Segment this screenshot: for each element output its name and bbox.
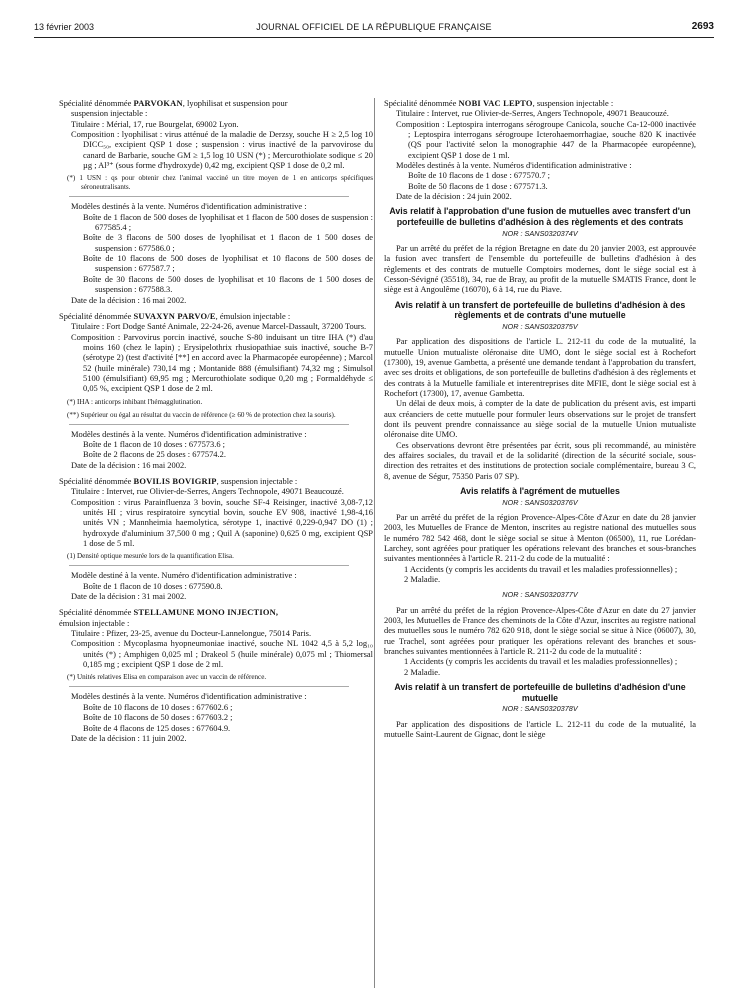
spec-name: SUVAXYN PARVO/E: [133, 310, 216, 321]
avis-paragraph: Par un arrêté du préfet de la région Bretagne en date du 20 janvier 2003, est approuvée la fusion avec transfert de l'ensemble du portefeuille de bulletins d'adhésion à des règlements et des contrats de mutuelle Comptoirs modernes, dont le siège social est à Cesson-Sévigné (35518), 34, rue de Bray, au profit de la mutuelle SMATIS France, dont le siège est à Angoulême (16070), 6 à 14, rue du Piave.: [384, 242, 696, 295]
separator: [69, 565, 349, 566]
titulaire: Titulaire : Pfizer, 23-25, avenue du Docteur-Lannelongue, 75014 Paris.: [71, 628, 312, 639]
composition: Composition : lyophilisat : virus atténué de la maladie de Derzsy, souche H ≥ 2,5 log 10 DICC₅₀, excipient QSP 1 dose ; suspension : virus inactivé de la parvovirose du canard de Barbarie, souche GM ≥ 1,5 log 10 USN (*) ; Mercurothiolate sodique ≤ 20 µg ; Al³⁺ (sous forme d'hydroxyde) 0,42 mg, excipient QSP 1 dose de 0,2 ml.: [71, 129, 373, 171]
spec-name: BOVILIS BOVIGRIP: [133, 475, 217, 486]
boite-item: Boîte de 4 flacons de 125 doses : 677604.9.: [83, 722, 231, 733]
avis-transfert-portefeuille-2: [384, 682, 696, 739]
header-rule: [34, 37, 714, 38]
boite-item: Boîte de 10 flacons de 50 doses : 677603.2 ;: [83, 712, 233, 723]
spec-heading: Spécialité dénommée PARVOKAN, lyophilisat et suspension pour: [59, 98, 288, 108]
titulaire: Titulaire : Fort Dodge Santé Animale, 22-24-26, avenue Marcel-Dassault, 37200 Tours.: [71, 321, 367, 332]
journal-title: JOURNAL OFFICIEL DE LA RÉPUBLIQUE FRANÇAISE: [256, 22, 492, 32]
avis-paragraph: Par un arrêté du préfet de la région Provence-Alpes-Côte d'Azur en date du 27 janvier 2003, les Mutuelles de France des cheminots de la Côte d'Azur, inscrites au registre national des mutuelles sous le numéro 782 620 918, dont le siège social se situe à Nice (06007), 30, rue Trachel, sont agréées pour pratiquer les opérations relevant des branches et sous-branches suivantes mentionnées à l'article R. 211-2 du code de la mutualité :: [384, 604, 696, 657]
avis-paragraph: Par un arrêté du préfet de la région Provence-Alpes-Côte d'Azur en date du 28 janvier 2003, les Mutuelles de France de Menton, inscrites au registre national des mutuelles sous le numéro 782 542 468, dont le siège social se situe à Menton (06500), 11, rue Lorédan-Larchey, sont agréées pour pratiquer les opérations relevant des branches et sous-branches suivantes mentionnées à l'article R. 211-2 du code de la mutualité :: [384, 511, 696, 564]
nor-reference: NOR : SANS0320375V: [502, 321, 578, 331]
boite-item: Boîte de 1 flacon de 10 doses : 677590.8.: [83, 580, 223, 591]
spec-heading: Spécialité dénommée SUVAXYN PARVO/E, émulsion injectable :: [59, 310, 291, 321]
specialite-parvokan: [59, 98, 373, 305]
nor-reference: NOR : SANS0320377V: [502, 590, 578, 600]
spec-heading: Spécialité dénommée BOVILIS BOVIGRIP, suspension injectable :: [59, 475, 298, 486]
avis-paragraph: Par application des dispositions de l'article L. 212-11 du code de la mutualité, la mutuelle Saint-Laurent de Gignac, dont le siège: [384, 718, 696, 739]
spec-heading: Spécialité dénommée STELLAMUNE MONO INJECTION,: [59, 607, 279, 618]
avis-title: Avis relatifs à l'agrément de mutuelles: [460, 486, 620, 497]
spec-heading-cont: émulsion injectable :: [59, 617, 130, 628]
modeles: Modèles destinés à la vente. Numéros d'identification administrative :: [71, 691, 307, 702]
list-item: 2 Maladie.: [404, 666, 441, 677]
spec-name: NOBI VAC LEPTO: [458, 98, 533, 108]
boite-item: Boîte de 1 flacon de 10 doses : 677573.6 ;: [83, 438, 226, 449]
list-item: 1 Accidents (y compris les accidents du travail et les maladies professionnelles) ;: [404, 563, 678, 574]
decision-date: Date de la décision : 16 mai 2002.: [71, 294, 187, 305]
footnote: (*) Unités relatives Elisa en comparaison avec un vaccin de référence.: [67, 673, 267, 682]
avis-title: Avis relatif à l'approbation d'une fusion de mutuelles avec transfert d'un portefeuille de bulletins d'adhésion à des règlements et des contrats: [389, 206, 691, 228]
separator: [69, 424, 349, 425]
spec-name: STELLAMUNE MONO INJECTION,: [133, 607, 279, 618]
avis-title: Avis relatif à un transfert de portefeuille de bulletins d'adhésion d'une mutuelle: [394, 682, 686, 703]
boite-item: Boîte de 3 flacons de 500 doses de lyophilisat et 1 flacon de 1 500 doses de suspension : 677586.0 ;: [83, 232, 373, 253]
list-item: 2 Maladie.: [404, 574, 441, 585]
specialite-bovilis: [59, 476, 373, 601]
footnote: (*) IHA : anticorps inhibant l'hémagglutination.: [67, 397, 203, 406]
spec-heading: Spécialité dénommée NOBI VAC LEPTO, suspension injectable :: [384, 98, 614, 108]
right-column: [384, 98, 696, 739]
specialite-stellamune: [59, 607, 373, 743]
titulaire: Titulaire : Mérial, 17, rue Bourgelat, 69002 Lyon.: [71, 118, 239, 129]
footnote: (1) Densité optique mesurée lors de la quantification Elisa.: [67, 552, 234, 561]
nor-reference: NOR : SANS0320376V: [502, 497, 578, 507]
page-number: 2693: [691, 21, 714, 32]
specialite-suvaxyn: [59, 311, 373, 470]
avis-title: Avis relatif à un transfert de portefeuille de bulletins d'adhésion à des règlements et de contrats d'une mutuelle: [394, 299, 686, 321]
spec-heading-cont: suspension injectable :: [71, 108, 148, 119]
avis-paragraph: Un délai de deux mois, à compter de la date de publication du présent avis, est imparti aux créanciers de cette mutuelle pour formuler leurs observations sur le projet de transfert dont ils peuvent prendre connaissance au siège social de la mutuelle Union mutualiste oléronaise dite UMO.: [384, 398, 696, 440]
avis-paragraph: Ces observations devront être présentées par écrit, sous pli recommandé, au ministère des affaires sociales, du travail et de la solidarité (direction de la sécurité sociale, sous-direction des retraites et des institutions de protection sociale complémentaire, bureau 3 C, 8, avenue de Ségur, 75350 Paris 07 SP).: [384, 439, 696, 481]
composition: Composition : virus Parainfluenza 3 bovin, souche SF-4 Reisinger, inactivé 3,08-7,12 unités HI ; virus respiratoire syncytial bovin, souche EV 908, inactivé 1,98-4,16 unités VN ; Mannheimia haemolytica, sérotype 1, inactivé 0,229-0,947 DO (1) ; hydroxyde d'aluminium 37,500 0 mg ; Quil A (saponine) 0,625 0 mg, excipient QSP 1 dose de 5 ml.: [71, 496, 373, 549]
modeles: Modèles destinés à la vente. Numéros d'identification administrative :: [396, 160, 632, 171]
modeles: Modèle destiné à la vente. Numéro d'identification administrative :: [71, 570, 297, 581]
decision-date: Date de la décision : 16 mai 2002.: [71, 459, 187, 470]
composition: Composition : Mycoplasma hyopneumoniae inactivé, souche NL 1042 4,5 à 5,2 log₁₀ unités (*) ; Amphigen 0,025 ml ; Drakeol 5 (huile minérale) 0,075 ml ; Thiomersal 0,185 mg ; excipient QSP 1 dose de 2 ml.: [71, 638, 373, 670]
spec-name: PARVOKAN: [133, 98, 183, 108]
boite-item: Boîte de 10 flacons de 500 doses de lyophilisat et 10 flacons de 500 doses de suspension : 677587.7 ;: [83, 253, 373, 274]
modeles: Modèles destinés à la vente. Numéros d'identification administrative :: [71, 428, 307, 439]
boite-item: Boîte de 2 flacons de 25 doses : 677574.2.: [83, 449, 226, 460]
separator: [69, 196, 349, 197]
footnote: (*) 1 USN : qs pour obtenir chez l'animal vacciné un titre moyen de 1 en anticorps spécifiques séroneutralisants.: [67, 174, 373, 192]
avis-paragraph: Par application des dispositions de l'article L. 212-11 du code de la mutualité, la mutuelle Union mutualiste oléronaise dite UMO, dont le siège social est à Rochefort (17300), 19, avenue Gambetta, a présenté une demande tendant à l'approbation du transfert, avec ses droits et obligations, de son portefeuille de bulletins d'adhésion à des règlements et des contrats à la Mutuelle familiale et interentreprises dite MFIE, dont le siège social est à Rochefort (17300), 17, avenue Gambetta.: [384, 336, 696, 398]
modeles: Modèles destinés à la vente. Numéros d'identification administrative :: [71, 201, 307, 212]
composition: Composition : Parvovirus porcin inactivé, souche S-80 induisant un titre IHA (*) d'au moins 160 (chez le lapin) ; Erysipelothrix rhusiopathiae suis inactivé, souche B-7 (sérotype 2) (test d'activité [**] en accord avec la Pharmacopée européenne) ; Marcol 52 (huile minérale) 730,14 mg ; Montanide 888 (émulsifiant) 74,32 mg ; Simulsol 5100 (émulsifiant) 69,95 mg ; Mercurothiolate sodique 0,20 mg ; Formaldéhyde ≤ 0,05 %, excipient QSP 1 dose de 2 ml.: [71, 331, 373, 394]
boite-item: Boîte de 10 flacons de 1 dose : 677570.7 ;: [408, 170, 551, 181]
decision-date: Date de la décision : 11 juin 2002.: [71, 732, 187, 743]
boite-item: Boîte de 1 flacon de 500 doses de lyophilisat et 1 flacon de 500 doses de suspension : 677585.4 ;: [83, 211, 373, 233]
list-item: 1 Accidents (y compris les accidents du travail et les maladies professionnelles) ;: [404, 656, 678, 667]
column-divider: [374, 98, 375, 988]
separator: [69, 686, 349, 687]
nor-reference: NOR : SANS0320378V: [502, 704, 578, 714]
boite-item: Boîte de 50 flacons de 1 dose : 677571.3.: [408, 180, 548, 191]
boite-item: Boîte de 10 flacons de 10 doses : 677602.6 ;: [83, 701, 233, 712]
titulaire: Titulaire : Intervet, rue Olivier-de-Serres, Angers Technopole, 49071 Beaucouzé.: [396, 108, 669, 119]
left-column: [59, 98, 373, 743]
titulaire: Titulaire : Intervet, rue Olivier-de-Serres, Angers Technopole, 49071 Beaucouzé.: [71, 486, 344, 497]
page-header: [34, 20, 714, 34]
specialite-nobivac: [384, 98, 696, 201]
avis-fusion-mutuelles: [384, 206, 696, 294]
boite-item: Boîte de 30 flacons de 500 doses de lyophilisat et 10 flacons de 1 500 doses de suspension : 677588.3.: [83, 273, 373, 295]
header-date: 13 février 2003: [34, 22, 95, 32]
avis-transfert-portefeuille: [384, 300, 696, 481]
decision-date: Date de la décision : 31 mai 2002.: [71, 591, 187, 602]
footnote: (**) Supérieur ou égal au résultat du vaccin de référence (≥ 60 % de protection chez la souris).: [67, 410, 336, 419]
composition: Composition : Leptospira interrogans sérogroupe Canicola, souche Ca-12-000 inactivée ; Leptospira interrogans sérogroupe Icterohaemorrhagiae, souche 820 K inactivée (QS pour l'activité selon la monographie 447 de la Pharmacopée européenne), excipient QSP 1 dose de 1 ml.: [396, 118, 696, 160]
avis-agrement-mutuelles: [384, 486, 696, 677]
nor-reference: NOR : SANS0320374V: [502, 228, 578, 238]
decision-date: Date de la décision : 24 juin 2002.: [396, 191, 512, 202]
